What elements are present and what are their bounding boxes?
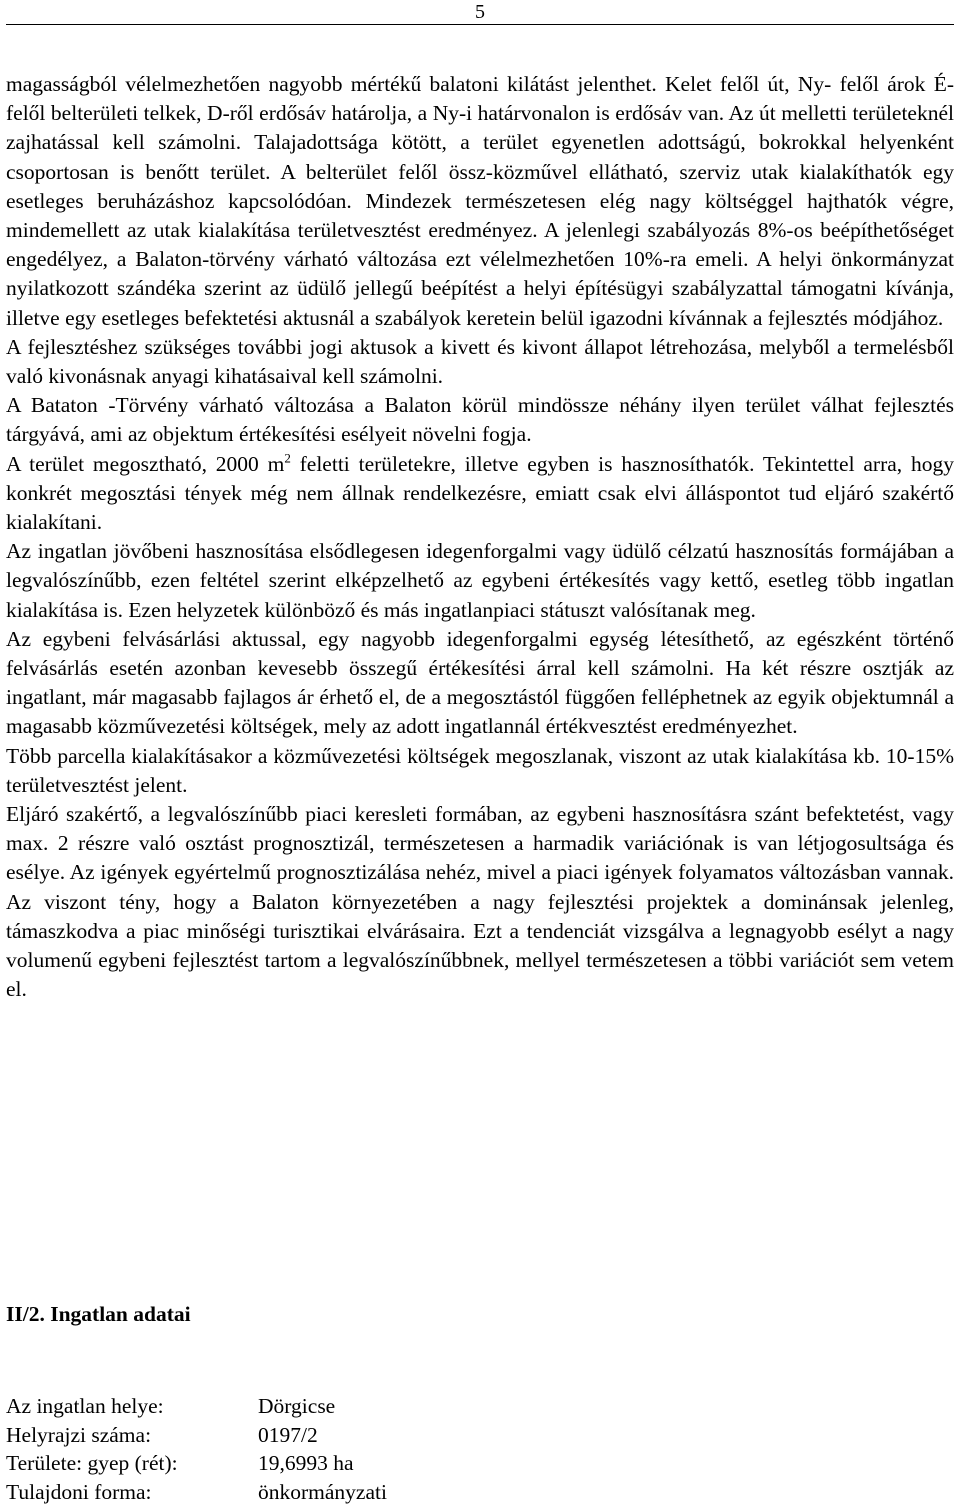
detail-value: önkormányzati [258, 1478, 387, 1506]
paragraph: magasságból vélelmezhetően nagyobb mértékű balatoni kilátást jelenthet. Kelet felől út, Ny- felől árok É- felől belterületi telkek, D-ről erdősáv határolja, a Ny-i határvonalon is erdősáv van. Az út melletti területeknél zajhatással kell számolni. Talajadottsága kötött, a terület egyenetlen adottságú, bokrokkal helyenként csoportosan is benőtt terület. A belterület felől össz-közművel ellátható, szerviz utak kialakíthatók egy esetleges beruházáshoz kapcsolódóan. Mindezek természetesen elég nagy költséggel hajthatók végre, mindemellett az utak kialakítása területvesztést eredményez. A jelenlegi szabályozás 8%-os beépíthetőséget engedélyez, a Balaton-törvény várható változása ezt vélelmezhetően 10%-ra emeli. A helyi önkormányzat nyilatkozott szándéka szerint az üdülő jellegű beépítést a helyi építésügyi szabályzattal támogatni kívánja, illetve egy esetleges befektetési aktusnál a szabályok keretein belül igazodni kívánnak a fejlesztés módjához. [6, 70, 954, 333]
paragraph: Az egybeni felvásárlási aktussal, egy nagyobb idegenforgalmi egység létesíthető, az egészként történő felvásárlás esetén azonban kevesebb összegű értékesítési árral kell számolni. Ha két részre osztják az ingatlant, már magasabb fajlagos ár érhető el, de a megosztástól függően felléphetnek az egyik objektumnál a magasabb közművezetési költségek, mely az adott ingatlannál értékvesztést eredményezhet. [6, 625, 954, 742]
detail-row [6, 1421, 387, 1450]
paragraph: Az ingatlan jövőbeni hasznosítása elsődlegesen idegenforgalmi vagy üdülő célzatú hasznosítás formájában a legvalószínűbb, ezen feltétel szerint elképzelhető az egybeni értékesítés vagy kettő, esetleg több ingatlan kialakítása is. Ezen helyzetek különböző és más ingatlanpiaci státuszt valósítanak meg. [6, 537, 954, 625]
detail-label: Helyrajzi száma: [6, 1421, 258, 1450]
body-text [6, 70, 954, 1005]
detail-value: 19,6993 ha [258, 1449, 354, 1478]
area-superscript: 2 [284, 450, 291, 465]
detail-row [6, 1478, 387, 1506]
area-text-after: feletti területekre, illetve egyben is hasznosíthatók. Tekintettel arra, hogy konkrét megosztási tények még nem állnak rendelkezésre, emiatt csak elvi álláspontot tud eljáró szakértő kialakítani. [6, 452, 954, 534]
paragraph: A fejlesztéshez szükséges további jogi aktusok a kivett és kivont állapot létrehozása, melyből a termelésből való kivonásnak anyagi kihatásaival kell számolni. [6, 333, 954, 391]
property-details [6, 1392, 387, 1506]
section-heading: II/2. Ingatlan adatai [6, 1300, 191, 1329]
detail-row [6, 1449, 387, 1478]
detail-label: Az ingatlan helye: [6, 1392, 258, 1421]
detail-value: Dörgicse [258, 1392, 335, 1421]
detail-label: Területe: gyep (rét): [6, 1449, 258, 1478]
header-divider [6, 24, 954, 25]
detail-value: 0197/2 [258, 1421, 318, 1450]
detail-label: Tulajdoni forma: [6, 1478, 258, 1506]
detail-row [6, 1392, 387, 1421]
paragraph: A Bataton -Törvény várható változása a Balaton körül mindössze néhány ilyen terület válhat fejlesztés tárgyává, ami az objektum értékesítési esélyeit növelni fogja. [6, 391, 954, 449]
area-text-before: A terület megosztható, 2000 m [6, 452, 284, 476]
paragraph: Több parcella kialakításakor a közművezetési költségek megoszlanak, viszont az utak kialakítása kb. 10-15% területvesztést jelent. [6, 742, 954, 800]
paragraph: Eljáró szakértő, a legvalószínűbb piaci keresleti formában, az egybeni hasznosításra szánt befektetést, vagy max. 2 részre való osztást prognosztizál, természetesen a harmadik variációnak is van létjogosultsága és esélye. Az igények egyértelmű prognosztizálása nehéz, mivel a piaci igények folyamatos változásban vannak. Az viszont tény, hogy a Balaton környezetében a nagy fejlesztési projektek a dominánsak jelenleg, támaszkodva a piac minőségi turisztikai elvárásaira. Ezt a tendenciát vizsgálva a legnagyobb esélyt a nagy volumenű egybeni fejlesztést tartom a legvalószínűbbnek, mellyel természetesen a többi variációt sem vetem el. [6, 800, 954, 1004]
page-number: 5 [0, 2, 960, 22]
paragraph-area [6, 450, 954, 538]
